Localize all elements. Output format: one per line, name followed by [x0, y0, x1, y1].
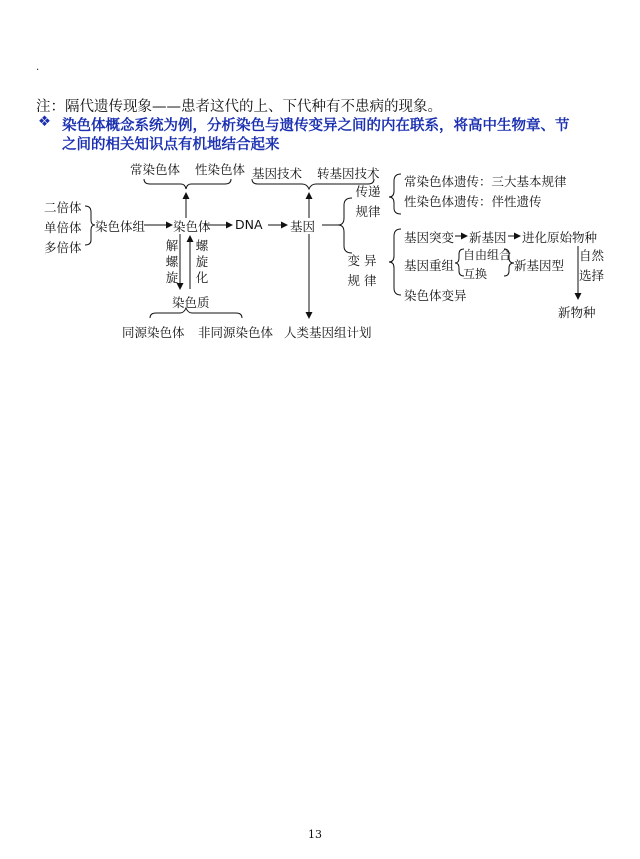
label-gene-technology: 基因技术 [252, 166, 303, 181]
heading-line-1: 染色体概念系统为例，分析染色与遗传变异之间的内在联系，将高中生物章、节 [62, 118, 570, 134]
label-gene-recombination: 基因重组 [404, 258, 455, 273]
label-transgenic-technology: 转基因技术 [317, 166, 380, 181]
label-chromosome-variation: 染色体变异 [404, 288, 467, 303]
label-sex-linked-inheritance: 性染色体遗传：伴性遗传 [404, 194, 542, 209]
label-unwind: 解螺旋 [165, 238, 179, 285]
label-non-homologous: 非同源染色体 [198, 325, 274, 340]
bullet-icon: ❖ [38, 114, 51, 130]
label-spiralize: 螺旋化 [195, 238, 209, 285]
label-autosomal-inheritance: 常染色体遗传：三大基本规律 [404, 174, 567, 189]
label-chromosome: 染色体 [173, 219, 211, 234]
label-gene-mutation: 基因突变 [404, 230, 455, 245]
label-natural-selection: 自然选择 [579, 248, 605, 283]
label-autosome: 常染色体 [130, 162, 181, 177]
label-homologous: 同源染色体 [122, 325, 185, 340]
header-mark: . [36, 62, 40, 73]
label-crossing-over: 互换 [463, 267, 488, 281]
label-free-combination: 自由组合 [463, 248, 512, 262]
label-heredity-law: 传递规律 [355, 184, 381, 219]
label-diploid: 二倍体 [44, 200, 82, 215]
label-polyploid: 多倍体 [44, 240, 82, 255]
label-new-species: 新物种 [558, 305, 596, 320]
label-haploid: 单倍体 [44, 220, 82, 235]
label-variation-law: 变异规律 [347, 253, 381, 288]
label-gene: 基因 [290, 219, 316, 234]
label-new-genotype: 新基因型 [514, 258, 565, 273]
label-sex-chromosome: 性染色体 [195, 162, 246, 177]
label-chromatin: 染色质 [172, 295, 210, 310]
label-new-gene: 新基因 [469, 230, 507, 245]
label-human-genome-project: 人类基因组计划 [284, 325, 372, 340]
label-chromosome-set: 染色体组 [95, 219, 146, 234]
label-evolve-species: 进化原始物种 [522, 230, 598, 245]
label-dna: DNA [235, 217, 263, 232]
heading-line-2: 之间的相关知识点有机地结合起来 [62, 137, 280, 153]
page-number: 13 [308, 828, 322, 841]
note-text: 注：隔代遗传现象——患者这代的上、下代种有不患病的现象。 [36, 99, 442, 115]
